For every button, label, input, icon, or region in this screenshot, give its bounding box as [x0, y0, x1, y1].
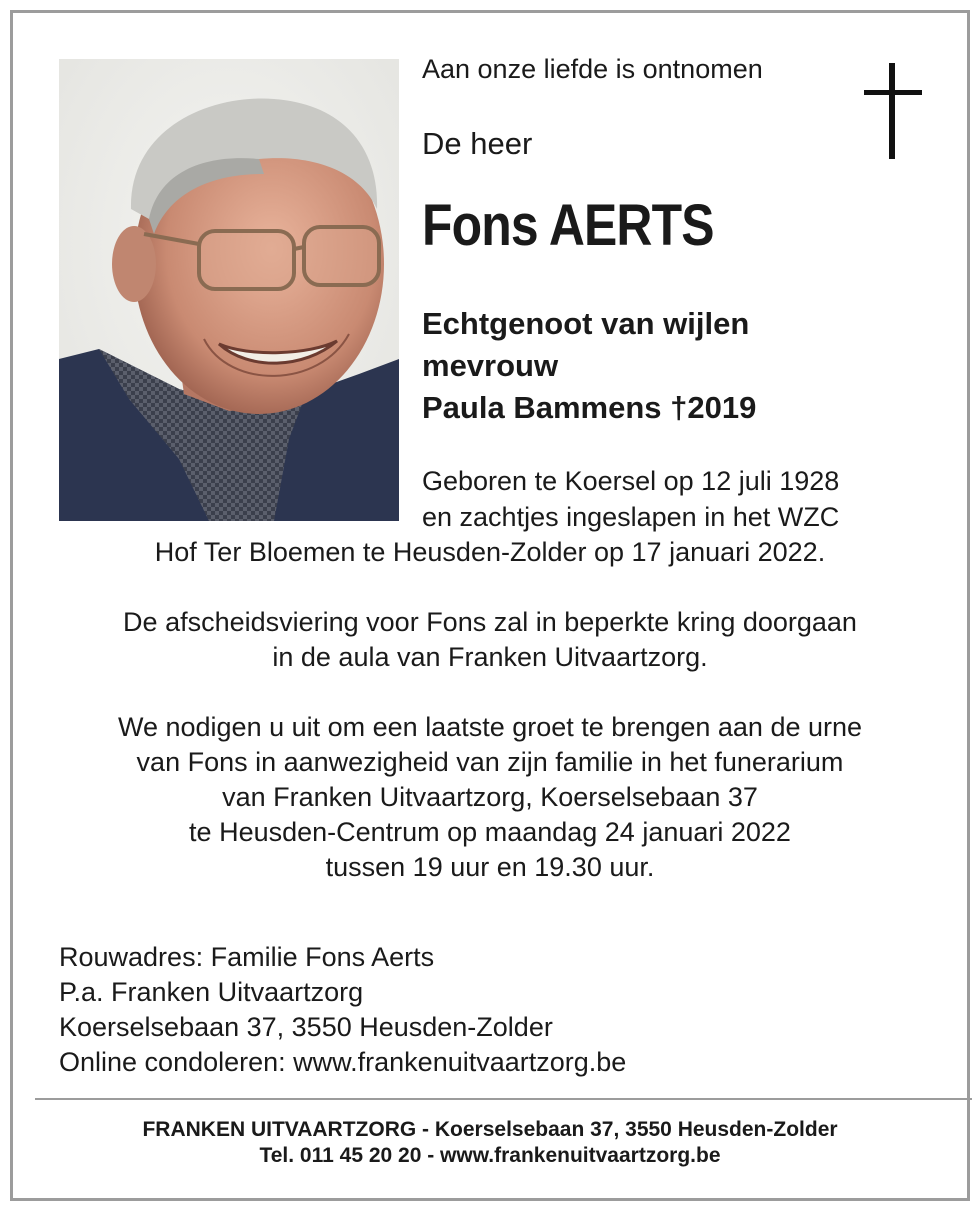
farewell-line: in de aula van Franken Uitvaartzorg. — [272, 642, 708, 672]
farewell-block — [0, 605, 980, 675]
footer — [0, 1117, 980, 1169]
address-line: Koerselsebaan 37, 3550 Heusden-Zolder — [59, 1012, 553, 1042]
birth-block — [422, 463, 839, 535]
condolence-link[interactable]: Online condoleren: www.frankenuitvaartzorg.be — [59, 1047, 627, 1077]
farewell-line: De afscheidsviering voor Fons zal in beperkte kring doorgaan — [123, 607, 857, 637]
footer-company-line: FRANKEN UITVAARTZORG - Koerselsebaan 37, 3550 Heusden-Zolder — [142, 1118, 838, 1141]
footer-divider — [35, 1098, 972, 1100]
spouse-block — [422, 303, 842, 429]
address-line: Rouwadres: Familie Fons Aerts — [59, 942, 435, 972]
footer-contact-line[interactable]: Tel. 011 45 20 20 - www.frankenuitvaartzorg.be — [259, 1144, 721, 1167]
invitation-line: te Heusden-Centrum op maandag 24 januari 2022 — [189, 817, 791, 847]
title-prefix: De heer — [422, 126, 533, 161]
cross-icon — [864, 63, 922, 159]
deceased-name: Fons AERTS — [422, 193, 714, 258]
spouse-line: mevrouw — [422, 348, 559, 383]
invitation-line: tussen 19 uur en 19.30 uur. — [325, 852, 655, 882]
invitation-line: van Franken Uitvaartzorg, Koerselsebaan 37 — [222, 782, 758, 812]
address-line: P.a. Franken Uitvaartzorg — [59, 977, 364, 1007]
birth-line: en zachtjes ingeslapen in het WZC — [422, 502, 840, 532]
birth-line-centered: Hof Ter Bloemen te Heusden-Zolder op 17 januari 2022. — [154, 537, 826, 567]
birth-line: Geboren te Koersel op 12 juli 1928 — [422, 466, 840, 496]
spouse-line: Echtgenoot van wijlen — [422, 306, 750, 341]
spouse-line: Paula Bammens †2019 — [422, 390, 757, 425]
invitation-line: We nodigen u uit om een laatste groet te brengen aan de urne — [117, 712, 863, 742]
invitation-block — [0, 710, 980, 885]
portrait-photo — [59, 59, 399, 521]
intro-text: Aan onze liefde is ontnomen — [422, 54, 763, 84]
mourning-address — [59, 940, 626, 1080]
invitation-line: van Fons in aanwezigheid van zijn familie in het funerarium — [136, 747, 844, 777]
